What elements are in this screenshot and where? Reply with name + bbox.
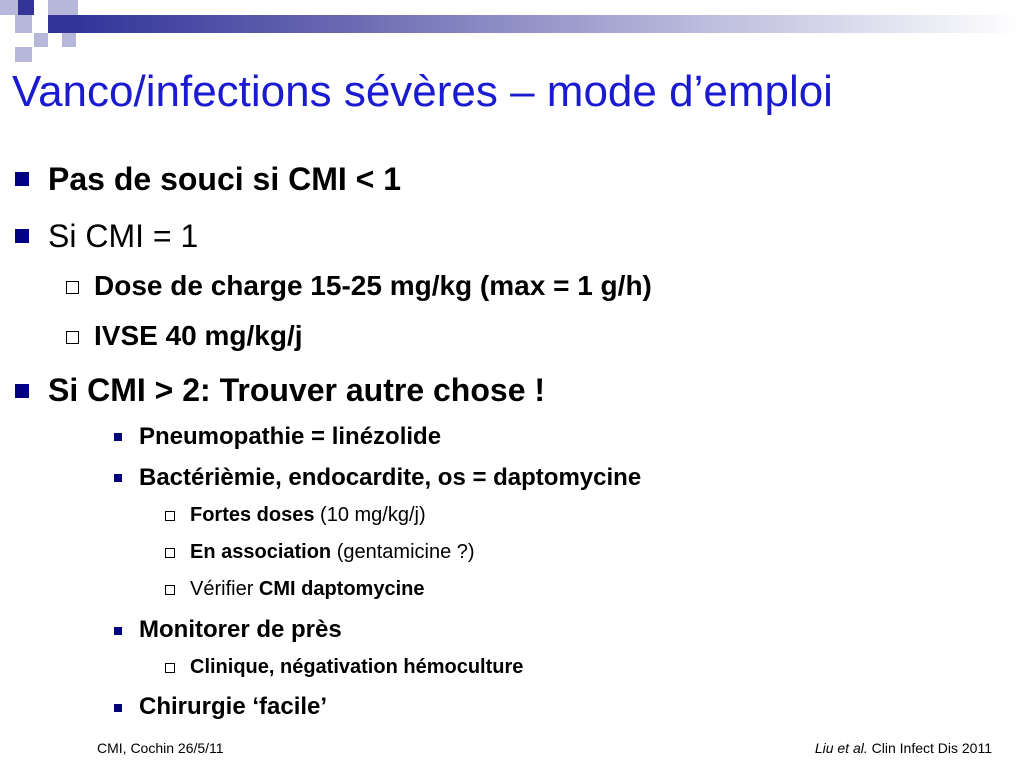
bullet-item: Si CMI = 1 bbox=[48, 218, 199, 254]
sub-bullet-item: IVSE 40 mg/kg/j bbox=[94, 320, 303, 351]
header-square-light bbox=[34, 33, 48, 47]
hollow-square-bullet-icon bbox=[66, 331, 79, 344]
hollow-square-bullet-icon bbox=[66, 281, 79, 294]
hollow-square-bullet-icon bbox=[165, 585, 175, 595]
level4-bullet-item: Fortes doses (10 mg/kg/j) bbox=[190, 504, 426, 526]
footer-left-text: CMI, Cochin 26/5/11 bbox=[97, 740, 224, 756]
header-square-light bbox=[62, 33, 76, 47]
bullet-item: Si CMI > 2: Trouver autre chose ! bbox=[48, 372, 546, 408]
bullet-square-icon bbox=[15, 229, 29, 243]
level4-bullet-item: En association (gentamicine ?) bbox=[190, 541, 475, 563]
bullet-item: Pas de souci si CMI < 1 bbox=[48, 161, 402, 197]
small-square-bullet-icon bbox=[114, 704, 122, 712]
sub-sub-bullet-item: Pneumopathie = linézolide bbox=[139, 423, 442, 450]
hollow-square-bullet-icon bbox=[165, 511, 175, 521]
footer-citation: Liu et al. Clin Infect Dis 2011 bbox=[814, 740, 992, 756]
sub-sub-bullet-item: Chirurgie ‘facile’ bbox=[139, 693, 328, 720]
header-square-light bbox=[48, 0, 78, 15]
level4-bullet-item: Vérifier CMI daptomycine bbox=[190, 578, 425, 600]
header-square-navy bbox=[48, 15, 76, 33]
sub-sub-bullet-item: Bactérièmie, endocardite, os = daptomycine bbox=[139, 464, 642, 491]
header-square-navy bbox=[18, 0, 34, 15]
small-square-bullet-icon bbox=[114, 474, 122, 482]
sub-sub-bullet-item: Monitorer de près bbox=[139, 616, 342, 643]
hollow-square-bullet-icon bbox=[165, 548, 175, 558]
small-square-bullet-icon bbox=[114, 627, 122, 635]
level4-bullet-item: Clinique, négativation hémoculture bbox=[190, 656, 524, 678]
bullet-square-icon bbox=[15, 172, 29, 186]
slide-title: Vanco/infections sévères – mode d’emploi bbox=[12, 67, 833, 116]
header-gradient-bar bbox=[74, 15, 1024, 33]
header-square-light bbox=[15, 47, 32, 62]
header-square-light bbox=[15, 15, 32, 33]
small-square-bullet-icon bbox=[114, 433, 122, 441]
bullet-square-icon bbox=[15, 384, 29, 398]
hollow-square-bullet-icon bbox=[165, 663, 175, 673]
sub-bullet-item: Dose de charge 15-25 mg/kg (max = 1 g/h) bbox=[94, 270, 652, 301]
header-square-light bbox=[0, 0, 18, 15]
